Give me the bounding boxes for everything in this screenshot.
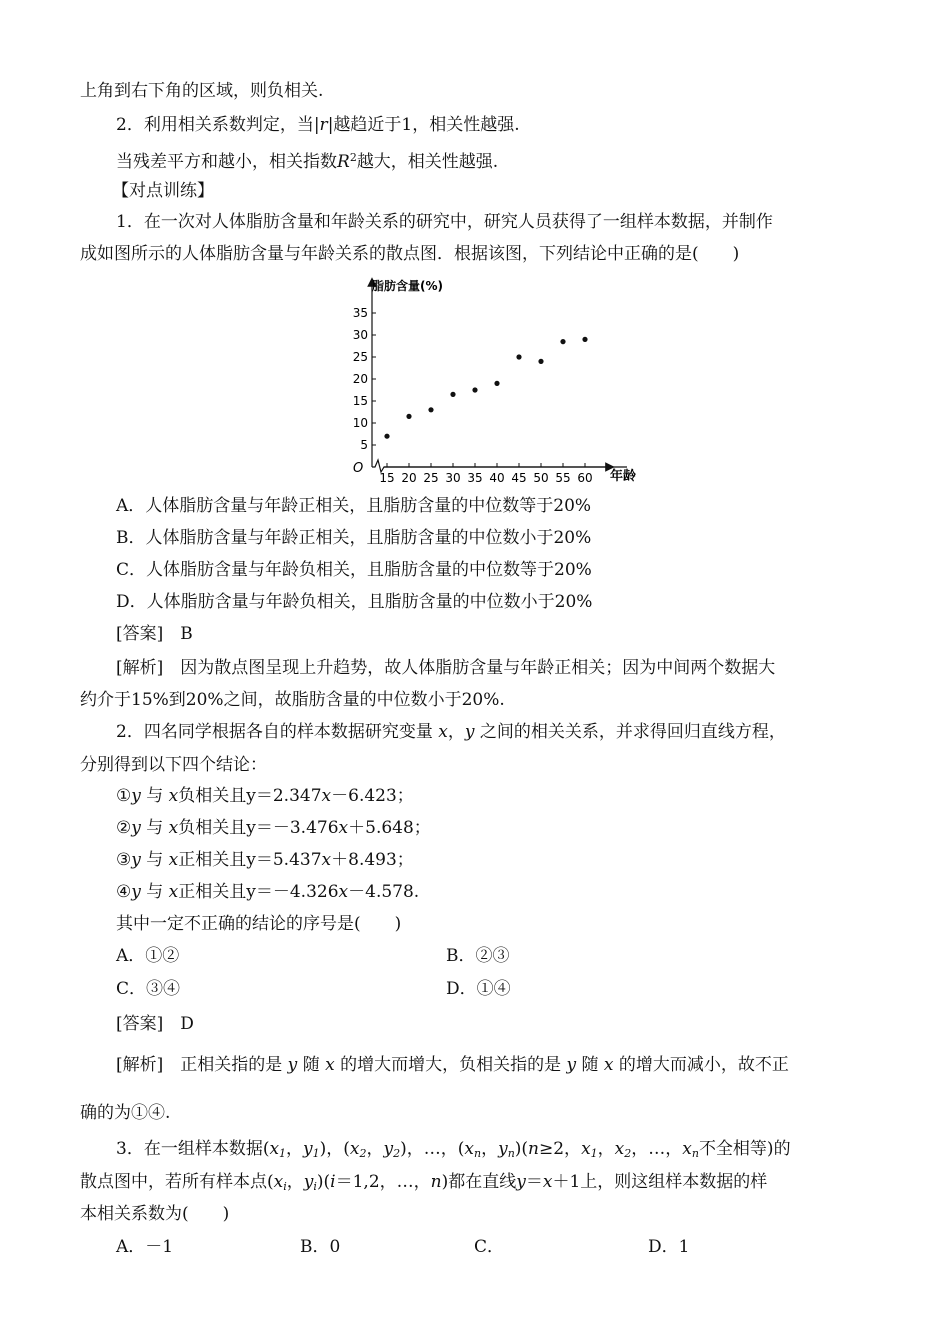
intro-line-1: 上角到右下角的区域，则负相关. bbox=[80, 81, 324, 101]
q2-stem-line-2: 分别得到以下四个结论： bbox=[80, 755, 267, 775]
q1-stem-line-2: 成如图所示的人体脂肪含量与年龄关系的散点图．根据该图，下列结论中正确的是( ) bbox=[80, 244, 740, 264]
y-axis-label: 脂肪含量(%) bbox=[372, 279, 443, 293]
chart-axes bbox=[372, 282, 627, 472]
q2-conclusion-2: ②y 与 x负相关且y＝－3.476x＋5.648； bbox=[116, 818, 431, 838]
q2-conclusion-4: ④y 与 x正相关且y＝－4.326x－4.578. bbox=[116, 882, 420, 902]
y-tick-label: 20 bbox=[352, 372, 368, 386]
data-point bbox=[406, 414, 411, 419]
q1-option-d: D．人体脂肪含量与年龄负相关，且脂肪含量的中位数小于20% bbox=[116, 592, 593, 612]
data-point bbox=[450, 392, 455, 397]
q2-conclusion-3: ③y 与 x正相关且y＝5.437x＋8.493； bbox=[116, 850, 414, 870]
q2-option-b: B．②③ bbox=[446, 946, 510, 966]
q3-option-a: A．－1 bbox=[116, 1237, 174, 1257]
origin-label: O bbox=[353, 461, 364, 476]
q2-analysis-line-2: 确的为①④. bbox=[80, 1103, 171, 1123]
q1-option-a: A．人体脂肪含量与年龄正相关，且脂肪含量的中位数等于20% bbox=[116, 496, 592, 516]
data-point bbox=[560, 339, 565, 344]
x-tick-label: 45 bbox=[511, 471, 527, 485]
x-tick-label: 35 bbox=[467, 471, 483, 485]
x-tick-label: 25 bbox=[423, 471, 439, 485]
q3-stem-line-3: 本相关系数为( ) bbox=[80, 1204, 230, 1224]
x-tick-label: 55 bbox=[555, 471, 571, 485]
q2-stem-line-1: 2．四名同学根据各自的样本数据研究变量 x，y 之间的相关关系，并求得回归直线方程， bbox=[116, 722, 786, 742]
data-point bbox=[472, 387, 477, 392]
q3-option-c: C． bbox=[474, 1237, 505, 1257]
y-tick-label: 10 bbox=[352, 416, 368, 430]
data-point bbox=[582, 337, 587, 342]
data-points bbox=[384, 337, 587, 439]
q1-stem-line-1: 1．在一次对人体脂肪含量和年龄关系的研究中，研究人员获得了一组样本数据，并制作 bbox=[116, 212, 773, 232]
q2-option-d: D．①④ bbox=[446, 979, 511, 999]
x-tick-label: 15 bbox=[379, 471, 395, 485]
q1-analysis-line-1: [解析] 因为散点图呈现上升趋势，故人体脂肪含量与年龄正相关；因为中间两个数据大 bbox=[116, 658, 776, 678]
x-tick-label: 50 bbox=[533, 471, 549, 485]
x-axis-ticks bbox=[379, 463, 592, 485]
intro-line-3: 当残差平方和越小，相关指数$R^2$越大，相关性越强. bbox=[116, 151, 499, 172]
q2-answer: [答案] D bbox=[116, 1014, 194, 1034]
x-tick-label: 40 bbox=[489, 471, 505, 485]
q2-analysis-line-1: [解析] 正相关指的是 y 随 x 的增大而增大，负相关指的是 y 随 x 的增大而减小，故不正 bbox=[116, 1055, 789, 1075]
data-point bbox=[428, 407, 433, 412]
data-point bbox=[384, 434, 389, 439]
section-heading: 【对点训练】 bbox=[112, 181, 214, 201]
q2-option-c: C．③④ bbox=[116, 979, 181, 999]
q1-option-c: C．人体脂肪含量与年龄负相关，且脂肪含量的中位数等于20% bbox=[116, 560, 592, 580]
x-tick-label: 30 bbox=[445, 471, 461, 485]
x-tick-label: 60 bbox=[577, 471, 593, 485]
y-tick-label: 35 bbox=[352, 306, 368, 320]
data-point bbox=[538, 359, 543, 364]
y-tick-label: 5 bbox=[360, 438, 368, 452]
y-tick-label: 15 bbox=[352, 394, 368, 408]
q3-stem-line-2: 散点图中，若所有样本点($x_i$，$y_i)(i=1,2$，…，n)都在直线y＝x＋1上，则这组样本数据的样 bbox=[80, 1172, 768, 1193]
y-tick-label: 25 bbox=[352, 350, 368, 364]
data-point bbox=[516, 354, 521, 359]
q2-option-a: A．①② bbox=[116, 946, 180, 966]
intro-line-2: 2．利用相关系数判定，当|r|越趋近于1，相关性越强. bbox=[116, 115, 520, 135]
scatter-plot bbox=[335, 270, 655, 488]
q3-option-b: B．0 bbox=[300, 1237, 341, 1257]
q1-option-b: B．人体脂肪含量与年龄正相关，且脂肪含量的中位数小于20% bbox=[116, 528, 592, 548]
y-tick-label: 30 bbox=[352, 328, 368, 342]
q2-conclusion-1: ①y 与 x负相关且y＝2.347x－6.423； bbox=[116, 786, 414, 806]
q1-analysis-line-2: 约介于15%到20%之间，故脂肪含量的中位数小于20%. bbox=[80, 690, 505, 710]
q3-option-d: D．1 bbox=[648, 1237, 690, 1257]
data-point bbox=[494, 381, 499, 386]
q2-question: 其中一定不正确的结论的序号是( ) bbox=[116, 914, 402, 934]
q3-stem-line-1: 3．在一组样本数据($x_1$，$y_1$)，($x_2$，$y_2$)，…，($x_n$，$y_n)(n\ge 2$，$x_1$，$x_2$，…，$x_n$不全相等)的 bbox=[116, 1139, 791, 1160]
q1-answer: [答案] B bbox=[116, 624, 193, 644]
x-tick-label: 20 bbox=[401, 471, 417, 485]
x-axis-label: 年龄 bbox=[610, 469, 637, 484]
